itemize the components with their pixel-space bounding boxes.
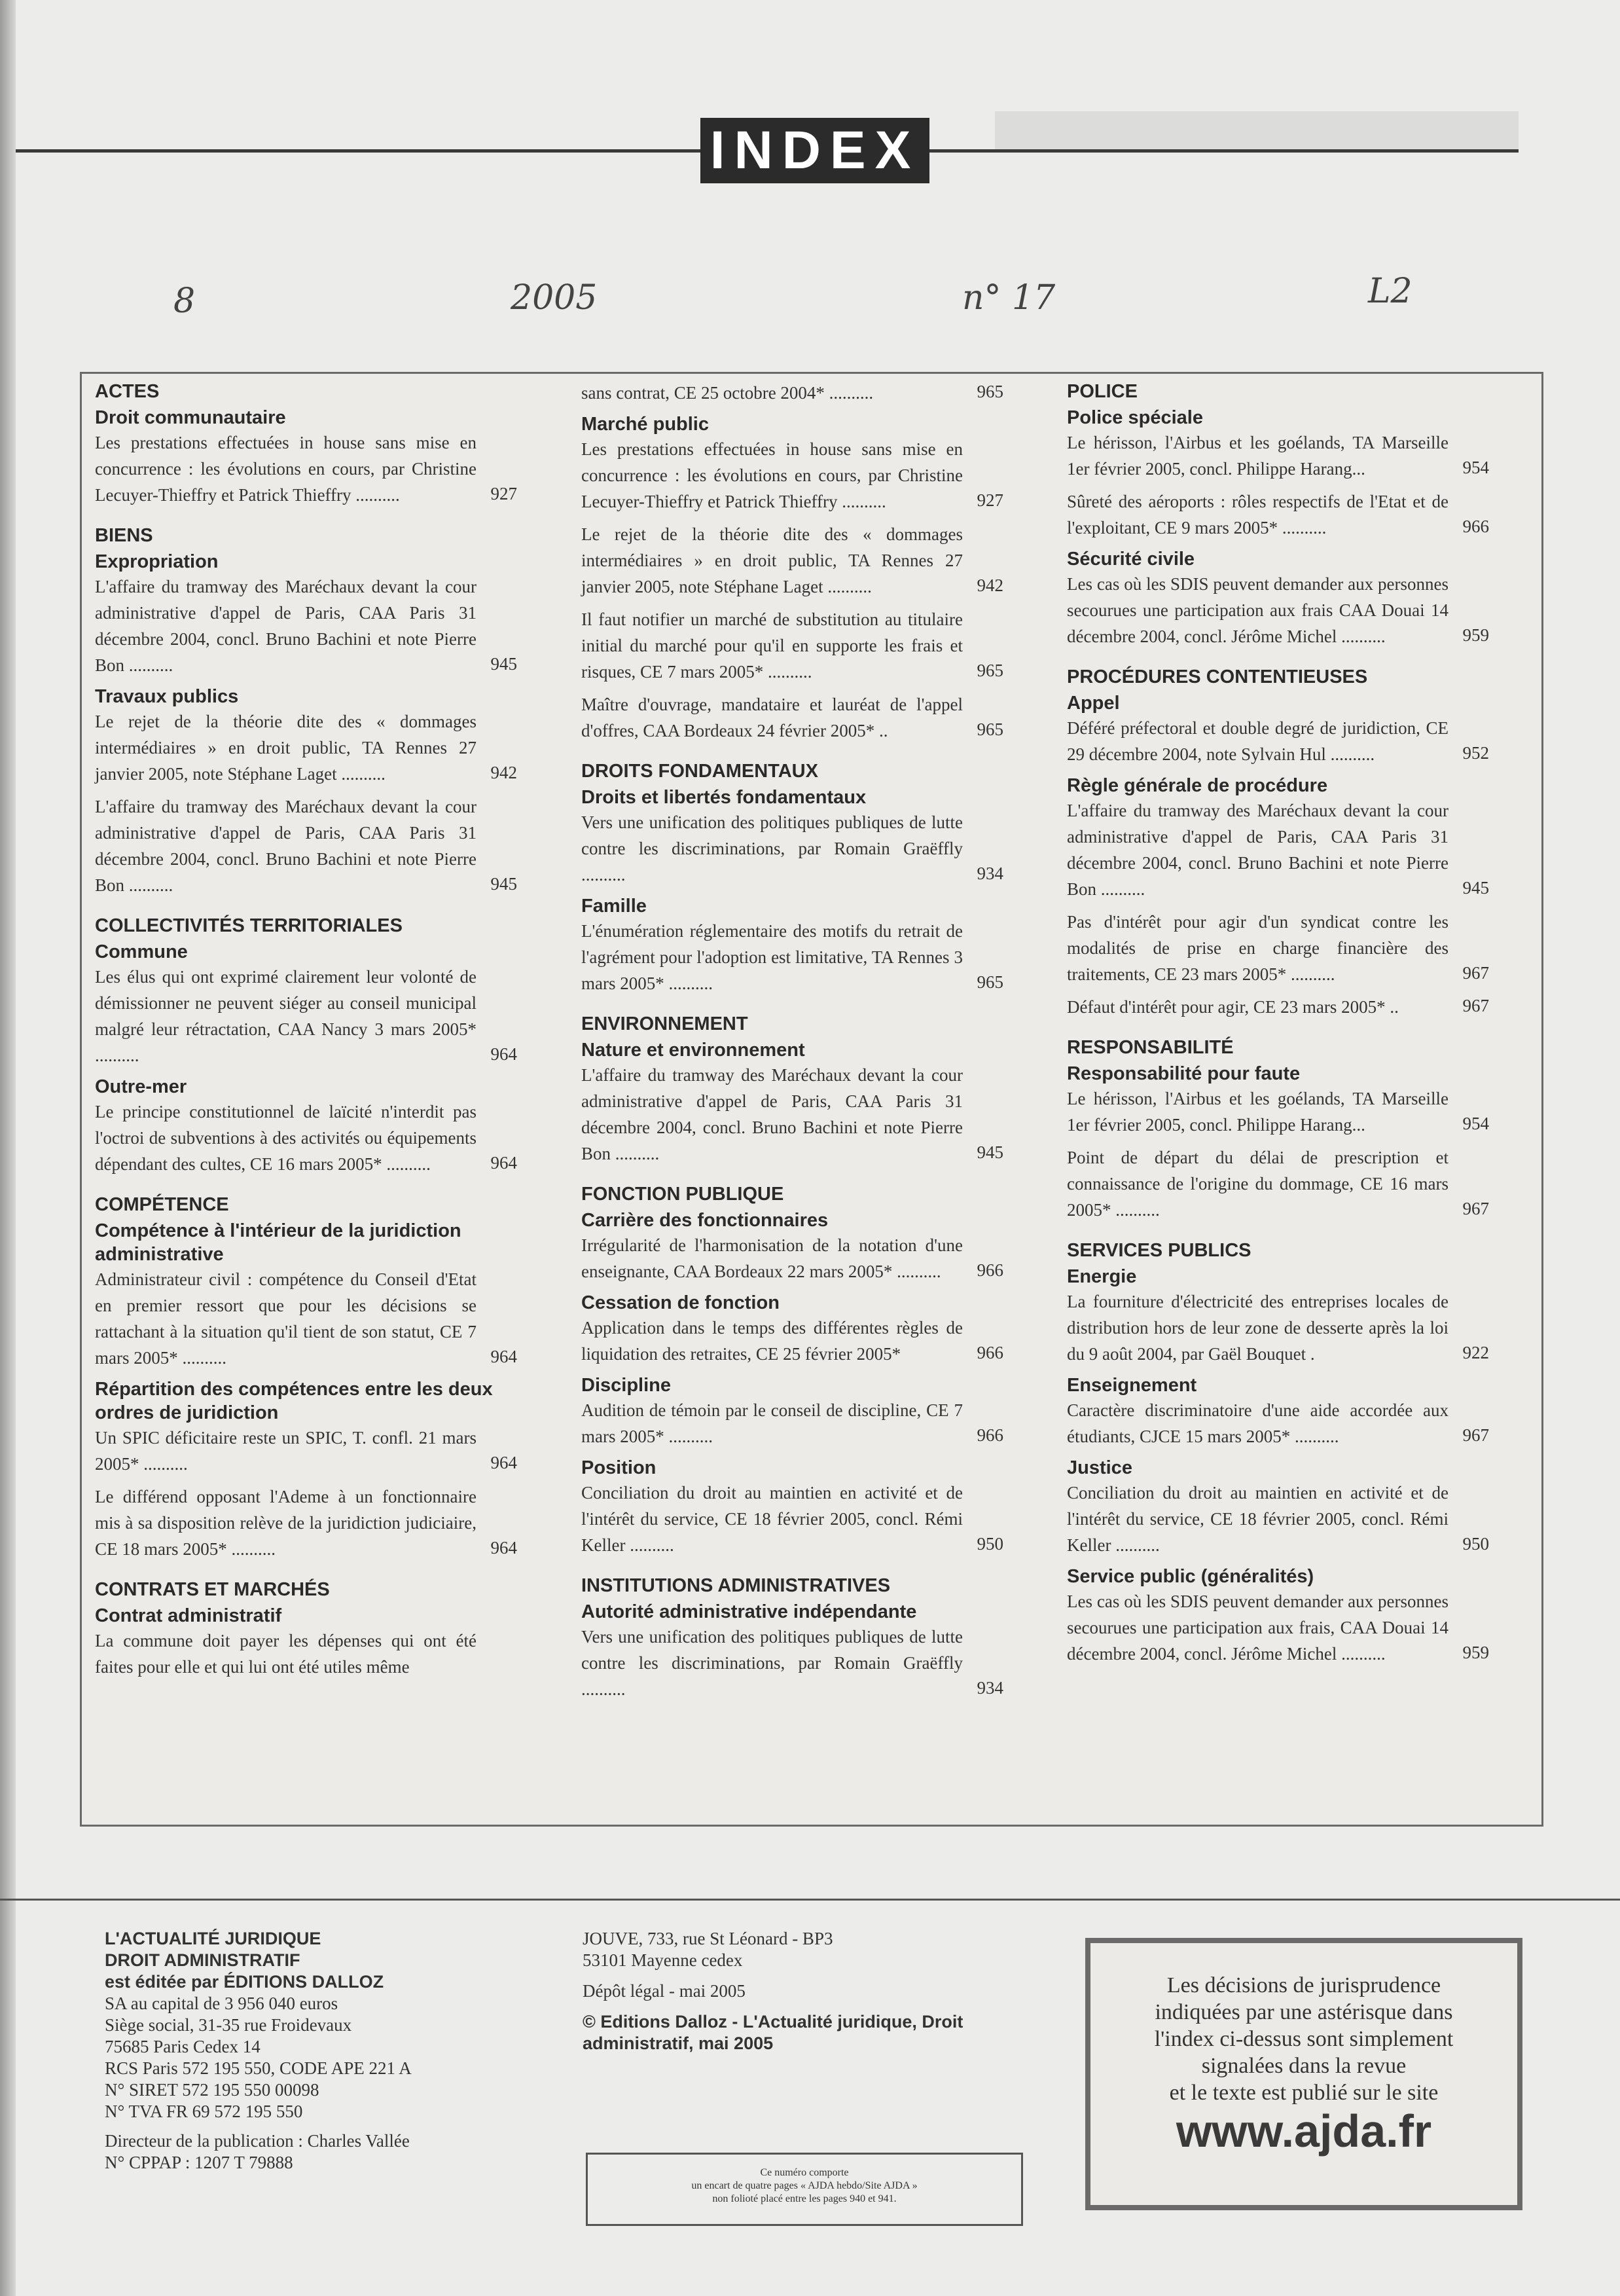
- index-entry-text: Les cas où les SDIS peuvent demander aux personnes secourues une participation aux frais CAA Douai 14 décembre 2004, concl. Jérôme Michel ..........: [1067, 574, 1449, 646]
- page-number: 942: [977, 575, 1003, 595]
- index-entry-text: Les élus qui ont exprimé clairement leur volonté de démissionner ne peuvent siéger au conseil municipal malgré leur rétractation, CAA Nancy 3 mars 2005* ..........: [95, 967, 477, 1065]
- subsection-heading: Discipline: [581, 1375, 671, 1396]
- index-entry: [1067, 1085, 1489, 1138]
- subsection-heading: Travaux publics: [95, 686, 239, 707]
- subsection-heading: Service public (généralités): [1067, 1566, 1314, 1587]
- page-number: 967: [1462, 963, 1489, 983]
- page-edge-shadow: [0, 0, 16, 2296]
- index-entry: [95, 1628, 517, 1680]
- index-entry: [581, 606, 1003, 685]
- handwritten-note-year: 2005: [511, 278, 598, 318]
- subsection-heading: Sécurité civile: [1067, 549, 1195, 570]
- index-entry-text: Conciliation du droit au maintien en activité et de l'intérêt du service, CE 18 février 2005, concl. Rémi Keller ..........: [1067, 1483, 1449, 1555]
- index-entry-text: Vers une unification des politiques publiques de lutte contre les discriminations, par Romain Graëffly ..........: [581, 1627, 963, 1699]
- index-entry-text: L'affaire du tramway des Maréchaux devant la cour administrative d'appel de Paris, CAA Paris 31 décembre 2004, concl. Bruno Bachini et note Pierre Bon ..........: [95, 577, 477, 675]
- index-entry-text: Caractère discriminatoire d'une aide accordée aux étudiants, CJCE 15 mars 2005* ..........: [1067, 1400, 1449, 1446]
- index-entry-text: Le rejet de la théorie dite des « dommages intermédiaires » en droit public, TA Rennes 27 janvier 2005, note Stéphane Laget ..........: [95, 712, 477, 784]
- page-number: 966: [977, 1260, 1003, 1280]
- index-entry: [1067, 909, 1489, 987]
- page-number: 967: [1462, 1425, 1489, 1445]
- subsection-heading: Position: [581, 1457, 657, 1478]
- copyright-line-2: administratif, mai 2005: [583, 2033, 774, 2053]
- index-entry: [1067, 429, 1489, 482]
- index-entry-text: Il faut notifier un marché de substitution au titulaire initial du marché pour qu'il en supporte les frais et risques, CE 7 mars 2005* ..........: [581, 610, 963, 682]
- index-entry: [581, 521, 1003, 600]
- page-number: 966: [977, 1343, 1003, 1362]
- page-number: 942: [490, 763, 517, 782]
- publisher-city: 75685 Paris Cedex 14: [105, 2037, 261, 2056]
- index-entry-text: Un SPIC déficitaire reste un SPIC, T. confl. 21 mars 2005* ..........: [95, 1428, 477, 1474]
- subsection-heading: Enseignement: [1067, 1375, 1197, 1396]
- section-heading: INSTITUTIONS ADMINISTRATIVES: [581, 1575, 891, 1596]
- page-number: 965: [977, 972, 1003, 992]
- footer-rule: [0, 1899, 1620, 1901]
- section-heading: FONCTION PUBLIQUE: [581, 1184, 784, 1205]
- index-entry-text: Administrateur civil : compétence du Conseil d'Etat en premier ressort que pour les décisions se rattachant à la situation qu'il tient de son statut, CE 7 mars 2005* ..........: [95, 1269, 477, 1368]
- publisher-siege: Siège social, 31-35 rue Froidevaux: [105, 2015, 352, 2035]
- page-number: 954: [1462, 1114, 1489, 1133]
- index-entry: [95, 1425, 517, 1477]
- publisher-capital: SA au capital de 3 956 040 euros: [105, 1994, 338, 2013]
- index-entry-text: Audition de témoin par le conseil de discipline, CE 7 mars 2005* ..........: [581, 1400, 963, 1446]
- section-heading: SERVICES PUBLICS: [1067, 1240, 1251, 1261]
- index-entry-text: Application dans le temps des différentes règles de liquidation des retraites, CE 25 février 2005*: [581, 1318, 963, 1364]
- page-number: 922: [1462, 1343, 1489, 1362]
- index-entry: [1067, 797, 1489, 902]
- subsection-heading: Cessation de fonction: [581, 1292, 780, 1313]
- index-entry-text: Les cas où les SDIS peuvent demander aux personnes secourues une participation aux frais, CAA Douai 14 décembre 2004, concl. Jérôme Michel ..........: [1067, 1592, 1449, 1664]
- subsection-heading: Carrière des fonctionnaires: [581, 1210, 829, 1231]
- index-entry-text: Irrégularité de l'harmonisation de la notation d'une enseignante, CAA Bordeaux 22 mars 2005* ..........: [581, 1235, 963, 1281]
- publisher-editor: est éditée par ÉDITIONS DALLOZ: [105, 1972, 384, 1992]
- page-number: 954: [1462, 458, 1489, 477]
- index-entry-text: Le rejet de la théorie dite des « dommages intermédiaires » en droit public, TA Rennes 27 janvier 2005, note Stéphane Laget ..........: [581, 524, 963, 596]
- publisher-title: L'ACTUALITÉ JURIDIQUE: [105, 1929, 321, 1948]
- index-entry: [581, 1232, 1003, 1285]
- index-entry-text: Conciliation du droit au maintien en activité et de l'intérêt du service, CE 18 février 2005, concl. Rémi Keller ..........: [581, 1483, 963, 1555]
- subsection-heading: Autorité administrative indépendante: [581, 1601, 917, 1622]
- website-link[interactable]: www.ajda.fr: [1176, 2105, 1432, 2157]
- index-entry: [1067, 1588, 1489, 1667]
- index-entry: [95, 793, 517, 898]
- publisher-director: Directeur de la publication : Charles Vallée: [105, 2131, 410, 2151]
- insert-note-line-3: non folioté placé entre les pages 940 et 941.: [712, 2193, 897, 2204]
- publisher-siret: N° SIRET 572 195 550 00098: [105, 2080, 319, 2100]
- subsection-heading: Droit communautaire: [95, 407, 286, 428]
- page-number: 934: [977, 1678, 1003, 1698]
- page-number: 966: [977, 1425, 1003, 1445]
- page-number: 945: [1462, 878, 1489, 898]
- pub-note-line-2: indiquées par une astérisque dans: [1155, 2000, 1453, 2024]
- page-number: 959: [1462, 1643, 1489, 1662]
- index-entry-text: La fourniture d'électricité des entreprises locales de distribution hors de leur zone de desserte après la loi du 9 août 2004, par Gaël Bouquet .: [1067, 1292, 1449, 1364]
- index-entry: [581, 380, 1003, 406]
- index-entry-text: sans contrat, CE 25 octobre 2004* ..........: [581, 383, 874, 403]
- handwritten-note-left: 8: [173, 282, 196, 321]
- index-entry-text: Les prestations effectuées in house sans mise en concurrence : les évolutions en cours, par Christine Lecuyer-Thieffry et Patrick Thieffry ..........: [581, 439, 963, 511]
- page-number: 952: [1462, 743, 1489, 763]
- page-number: 964: [490, 1044, 517, 1064]
- index-entry: [95, 574, 517, 678]
- subsection-heading: Justice: [1067, 1457, 1132, 1478]
- index-entry-text: Les prestations effectuées in house sans mise en concurrence : les évolutions en cours, par Christine Lecuyer-Thieffry et Patrick Thieffry ..........: [95, 433, 477, 505]
- subsection-heading: Contrat administratif: [95, 1605, 282, 1626]
- index-entry: [581, 1397, 1003, 1449]
- index-entry-text: L'énumération réglementaire des motifs du retrait de l'agrément pour l'adoption est limitative, TA Rennes 3 mars 2005* ..........: [581, 921, 963, 993]
- publisher-rcs: RCS Paris 572 195 550, CODE APE 221 A: [105, 2058, 412, 2078]
- index-column-2: [581, 380, 1003, 1709]
- page-number: 965: [977, 382, 1003, 401]
- index-entry: [95, 708, 517, 787]
- publisher-tva: N° TVA FR 69 572 195 550: [105, 2102, 303, 2121]
- publisher-subtitle: DROIT ADMINISTRATIF: [105, 1950, 300, 1970]
- subsection-heading: Règle générale de procédure: [1067, 775, 1328, 796]
- index-entry: [95, 1484, 517, 1562]
- pub-note-line-1: Les décisions de jurisprudence: [1166, 1973, 1441, 1997]
- index-entry: [581, 1315, 1003, 1367]
- section-heading: BIENS: [95, 525, 153, 546]
- bleed-through-shadow: [995, 111, 1519, 151]
- page-number: 967: [1462, 1199, 1489, 1218]
- index-entry-text: Le différend opposant l'Ademe à un fonctionnaire mis à sa disposition relève de la juridiction judiciaire, CE 18 mars 2005* ..........: [95, 1487, 477, 1559]
- subsection-heading: Energie: [1067, 1266, 1137, 1287]
- depot-legal: Dépôt légal - mai 2005: [583, 1981, 746, 2001]
- section-heading: COLLECTIVITÉS TERRITORIALES: [95, 915, 403, 936]
- index-entry-text: L'affaire du tramway des Maréchaux devant la cour administrative d'appel de Paris, CAA Paris 31 décembre 2004, concl. Bruno Bachini et note Pierre Bon ..........: [1067, 801, 1449, 899]
- index-entry-text: Le hérisson, l'Airbus et les goélands, TA Marseille 1er février 2005, concl. Philippe Harang...: [1067, 1089, 1449, 1135]
- pub-note-line-5: et le texte est publié sur le site: [1169, 2081, 1439, 2105]
- header-rule-right: [929, 149, 1519, 153]
- page-number: 965: [977, 720, 1003, 739]
- index-entry-text: Le principe constitutionnel de laïcité n'interdit pas l'octroi de subventions à des activités ou équipements dépendant des cultes, CE 16 mars 2005* ..........: [95, 1102, 477, 1174]
- index-entry: [581, 1480, 1003, 1558]
- page-number: 965: [977, 661, 1003, 680]
- online-publication-box: [1085, 1938, 1522, 2210]
- copyright-line-1: © Editions Dalloz - L'Actualité juridique, Droit: [583, 2012, 963, 2032]
- index-entry: [1067, 1480, 1489, 1558]
- index-entry-text: Défaut d'intérêt pour agir, CE 23 mars 2005* ..: [1067, 997, 1399, 1017]
- subsection-heading: Expropriation: [95, 551, 219, 572]
- index-entry: [581, 809, 1003, 888]
- index-entry: [1067, 571, 1489, 649]
- insert-note-line-2: un encart de quatre pages « AJDA hebdo/Site AJDA »: [691, 2180, 918, 2191]
- index-entry: [1067, 715, 1489, 767]
- index-entry: [1067, 1397, 1489, 1449]
- index-entry: [581, 691, 1003, 744]
- subsection-heading: Répartition des compétences entre les deux ordres de juridiction: [95, 1379, 493, 1423]
- index-entry-text: Maître d'ouvrage, mandataire et lauréat de l'appel d'offres, CAA Bordeaux 24 février 2005* ..: [581, 695, 963, 740]
- page-number: 950: [977, 1534, 1003, 1554]
- index-entry: [95, 429, 517, 508]
- page-number: 945: [490, 874, 517, 894]
- page-number: 966: [1462, 517, 1489, 536]
- index-entry-text: Point de départ du délai de prescription et connaissance de l'origine du dommage, CE 16 mars 2005* ..........: [1067, 1148, 1449, 1220]
- page-number: 964: [490, 1538, 517, 1558]
- subsection-heading: Appel: [1067, 693, 1120, 714]
- page-number: 950: [1462, 1534, 1489, 1554]
- index-entry: [95, 1099, 517, 1177]
- subsection-heading: Marché public: [581, 414, 709, 435]
- index-entry: [581, 436, 1003, 515]
- index-column-1: [95, 380, 517, 1686]
- pub-note-line-4: signalées dans la revue: [1201, 2054, 1407, 2078]
- page-number: 927: [490, 484, 517, 503]
- index-entry-text: La commune doit payer les dépenses qui ont été faites pour elle et qui lui ont été utiles même: [95, 1631, 477, 1677]
- page-number: 964: [490, 1153, 517, 1173]
- handwritten-note-issue: n° 17: [962, 278, 1056, 318]
- index-entry: [581, 1624, 1003, 1702]
- subsection-heading: Police spéciale: [1067, 407, 1203, 428]
- index-entry: [581, 918, 1003, 996]
- section-heading: CONTRATS ET MARCHÉS: [95, 1579, 330, 1600]
- printer-address: JOUVE, 733, rue St Léonard - BP3: [583, 1929, 833, 1948]
- index-column-3: [1067, 380, 1489, 1673]
- header-rule-left: [16, 149, 700, 153]
- page-number: 964: [490, 1453, 517, 1472]
- insert-note-line-1: Ce numéro comporte: [760, 2167, 849, 2178]
- index-entry: [581, 1062, 1003, 1167]
- section-heading: RESPONSABILITÉ: [1067, 1037, 1234, 1058]
- subsection-heading: Responsabilité pour faute: [1067, 1063, 1301, 1084]
- pub-note-line-3: l'index ci-dessus sont simplement: [1154, 2027, 1454, 2051]
- index-entry-text: Vers une unification des politiques publiques de lutte contre les discriminations, par Romain Graëffly ..........: [581, 812, 963, 884]
- section-heading: PROCÉDURES CONTENTIEUSES: [1067, 666, 1368, 687]
- section-heading: ACTES: [95, 381, 160, 402]
- page-number: 927: [977, 490, 1003, 510]
- handwritten-note-right: L2: [1368, 272, 1413, 311]
- index-entry: [95, 1266, 517, 1371]
- index-entry-text: Pas d'intérêt pour agir d'un syndicat contre les modalités de prise en charge financière des traitements, CE 23 mars 2005* ..........: [1067, 912, 1449, 984]
- section-heading: COMPÉTENCE: [95, 1194, 229, 1215]
- index-entry-text: Déféré préfectoral et double degré de juridiction, CE 29 décembre 2004, note Sylvain Hul ..........: [1067, 718, 1449, 764]
- subsection-heading: Outre-mer: [95, 1076, 187, 1097]
- index-entry-text: Sûreté des aéroports : rôles respectifs de l'Etat et de l'exploitant, CE 9 mars 2005* ..........: [1067, 492, 1449, 538]
- subsection-heading: Famille: [581, 896, 647, 917]
- page-number: 945: [977, 1142, 1003, 1162]
- page-number: 959: [1462, 625, 1489, 645]
- index-entry-text: L'affaire du tramway des Maréchaux devant la cour administrative d'appel de Paris, CAA Paris 31 décembre 2004, concl. Bruno Bachini et note Pierre Bon ..........: [95, 797, 477, 895]
- section-heading: POLICE: [1067, 381, 1138, 402]
- index-entry-text: Le hérisson, l'Airbus et les goélands, TA Marseille 1er février 2005, concl. Philippe Harang...: [1067, 433, 1449, 479]
- index-entry: [1067, 994, 1489, 1020]
- page-number: 964: [490, 1347, 517, 1366]
- page-number: 945: [490, 654, 517, 674]
- section-heading: ENVIRONNEMENT: [581, 1013, 748, 1034]
- publisher-info: [105, 1928, 524, 2174]
- index-entry-text: L'affaire du tramway des Maréchaux devant la cour administrative d'appel de Paris, CAA Paris 31 décembre 2004, concl. Bruno Bachini et note Pierre Bon ..........: [581, 1065, 963, 1163]
- publisher-cppap: N° CPPAP : 1207 T 79888: [105, 2153, 293, 2172]
- subsection-heading: Compétence à l'intérieur de la juridiction administrative: [95, 1220, 461, 1265]
- subsection-heading: Droits et libertés fondamentaux: [581, 787, 867, 808]
- insert-note-box: [586, 2153, 1023, 2226]
- index-entry: [1067, 1144, 1489, 1223]
- index-entry: [1067, 488, 1489, 541]
- index-entry: [1067, 1288, 1489, 1367]
- section-heading: DROITS FONDAMENTAUX: [581, 761, 818, 782]
- page-number: 967: [1462, 996, 1489, 1015]
- subsection-heading: Nature et environnement: [581, 1040, 805, 1061]
- page-number: 934: [977, 864, 1003, 883]
- subsection-heading: Commune: [95, 941, 188, 962]
- index-entry: [95, 964, 517, 1068]
- index-badge: INDEX: [700, 118, 929, 183]
- printer-city: 53101 Mayenne cedex: [583, 1950, 743, 1970]
- printer-info: [583, 1928, 1041, 2054]
